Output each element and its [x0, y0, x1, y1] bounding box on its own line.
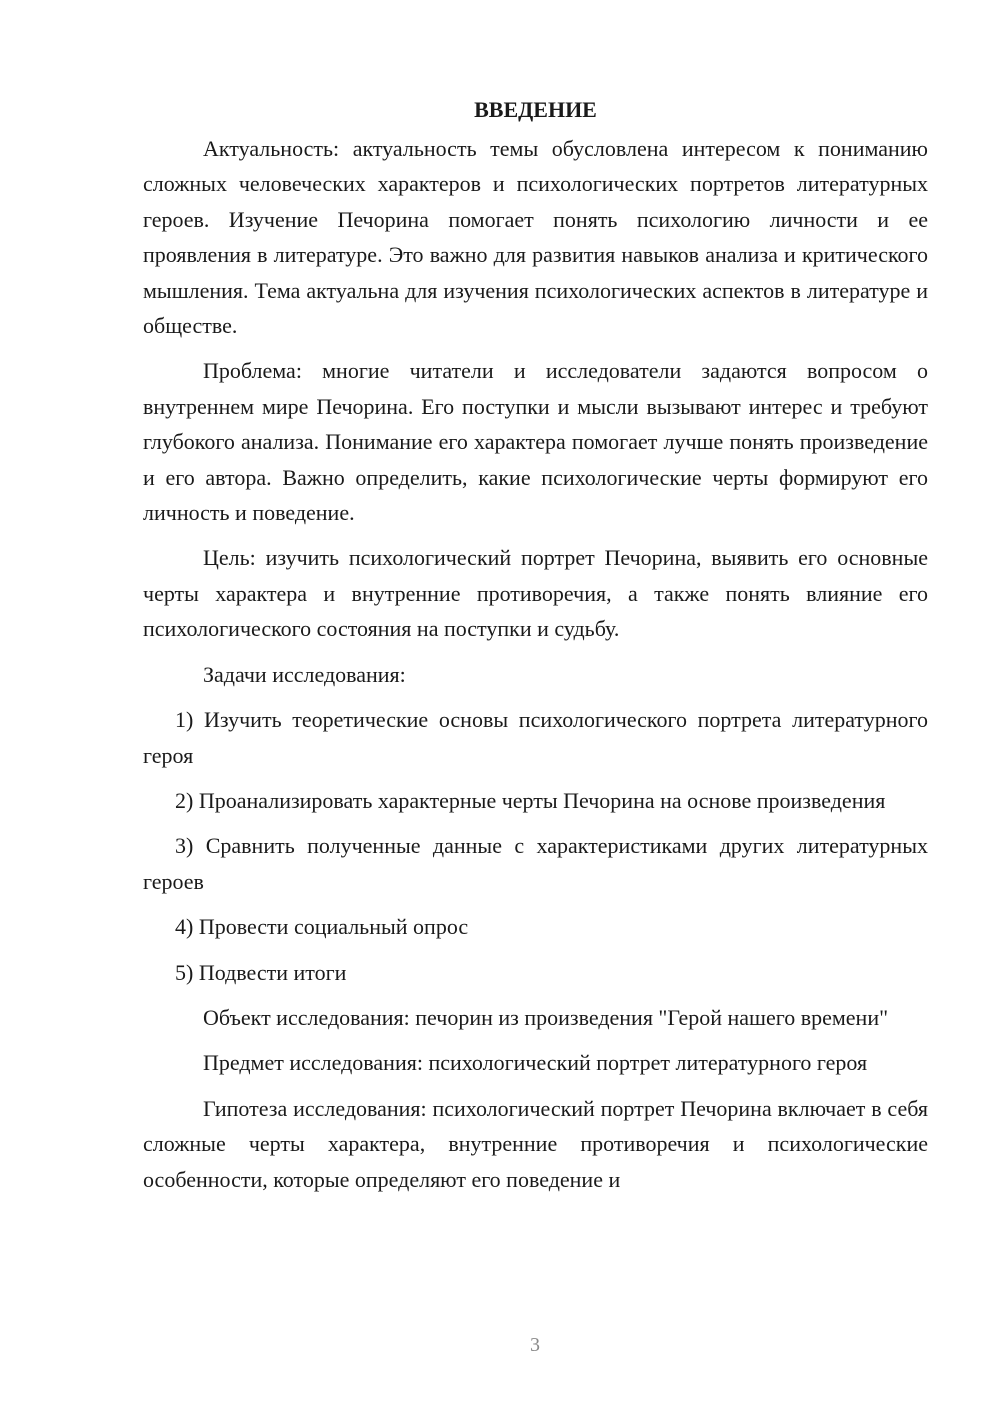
subject-paragraph: Предмет исследования: психологический портрет литературного героя [203, 1050, 868, 1076]
section-heading: ВВЕДЕНИЕ [474, 97, 597, 122]
task-item-1: 1) Изучить теоретические основы психологического портрета литературного героя [143, 707, 928, 768]
task-item-5: 5) Подвести итоги [175, 959, 347, 985]
task-item-2: 2) Проанализировать характерные черты Печорина на основе произведения [175, 787, 886, 813]
relevance-paragraph: Актуальность: актуальность темы обусловлена интересом к пониманию сложных человеческих характеров и психологических портретов литературных героев. Изучение Печорина помогает понять психологию личности и ее проявления в литературе. Это важно для развития навыков анализа и критического мышления. Тема актуальна для изучения психологических аспектов в литературе и обществе. [143, 136, 928, 339]
tasks-heading: Задачи исследования: [203, 661, 406, 687]
page-number: 3 [530, 1334, 540, 1356]
hypothesis-paragraph: Гипотеза исследования: психологический портрет Печорина включает в себя сложные черты характера, внутренние противоречия и психологические особенности, которые определяют его поведение и [143, 1095, 928, 1192]
goal-paragraph: Цель: изучить психологический портрет Печорина, выявить его основные черты характера и внутренние противоречия, а также понять влияние его психологического состояния на поступки и судьбу. [143, 545, 928, 642]
object-paragraph: Объект исследования: печорин из произведения "Герой нашего времени" [203, 1004, 889, 1030]
document-page [143, 92, 928, 1197]
task-item-3: 3) Сравнить полученные данные с характеристиками других литературных героев [143, 833, 928, 894]
problem-paragraph: Проблема: многие читатели и исследователи задаются вопросом о внутреннем мире Печорина. Его поступки и мысли вызывают интерес и требуют глубокого анализа. Понимание его характера помогает лучше понять произведение и его автора. Важно определить, какие психологические черты формируют его личность и поведение. [143, 358, 928, 526]
task-item-4: 4) Провести социальный опрос [175, 914, 469, 940]
